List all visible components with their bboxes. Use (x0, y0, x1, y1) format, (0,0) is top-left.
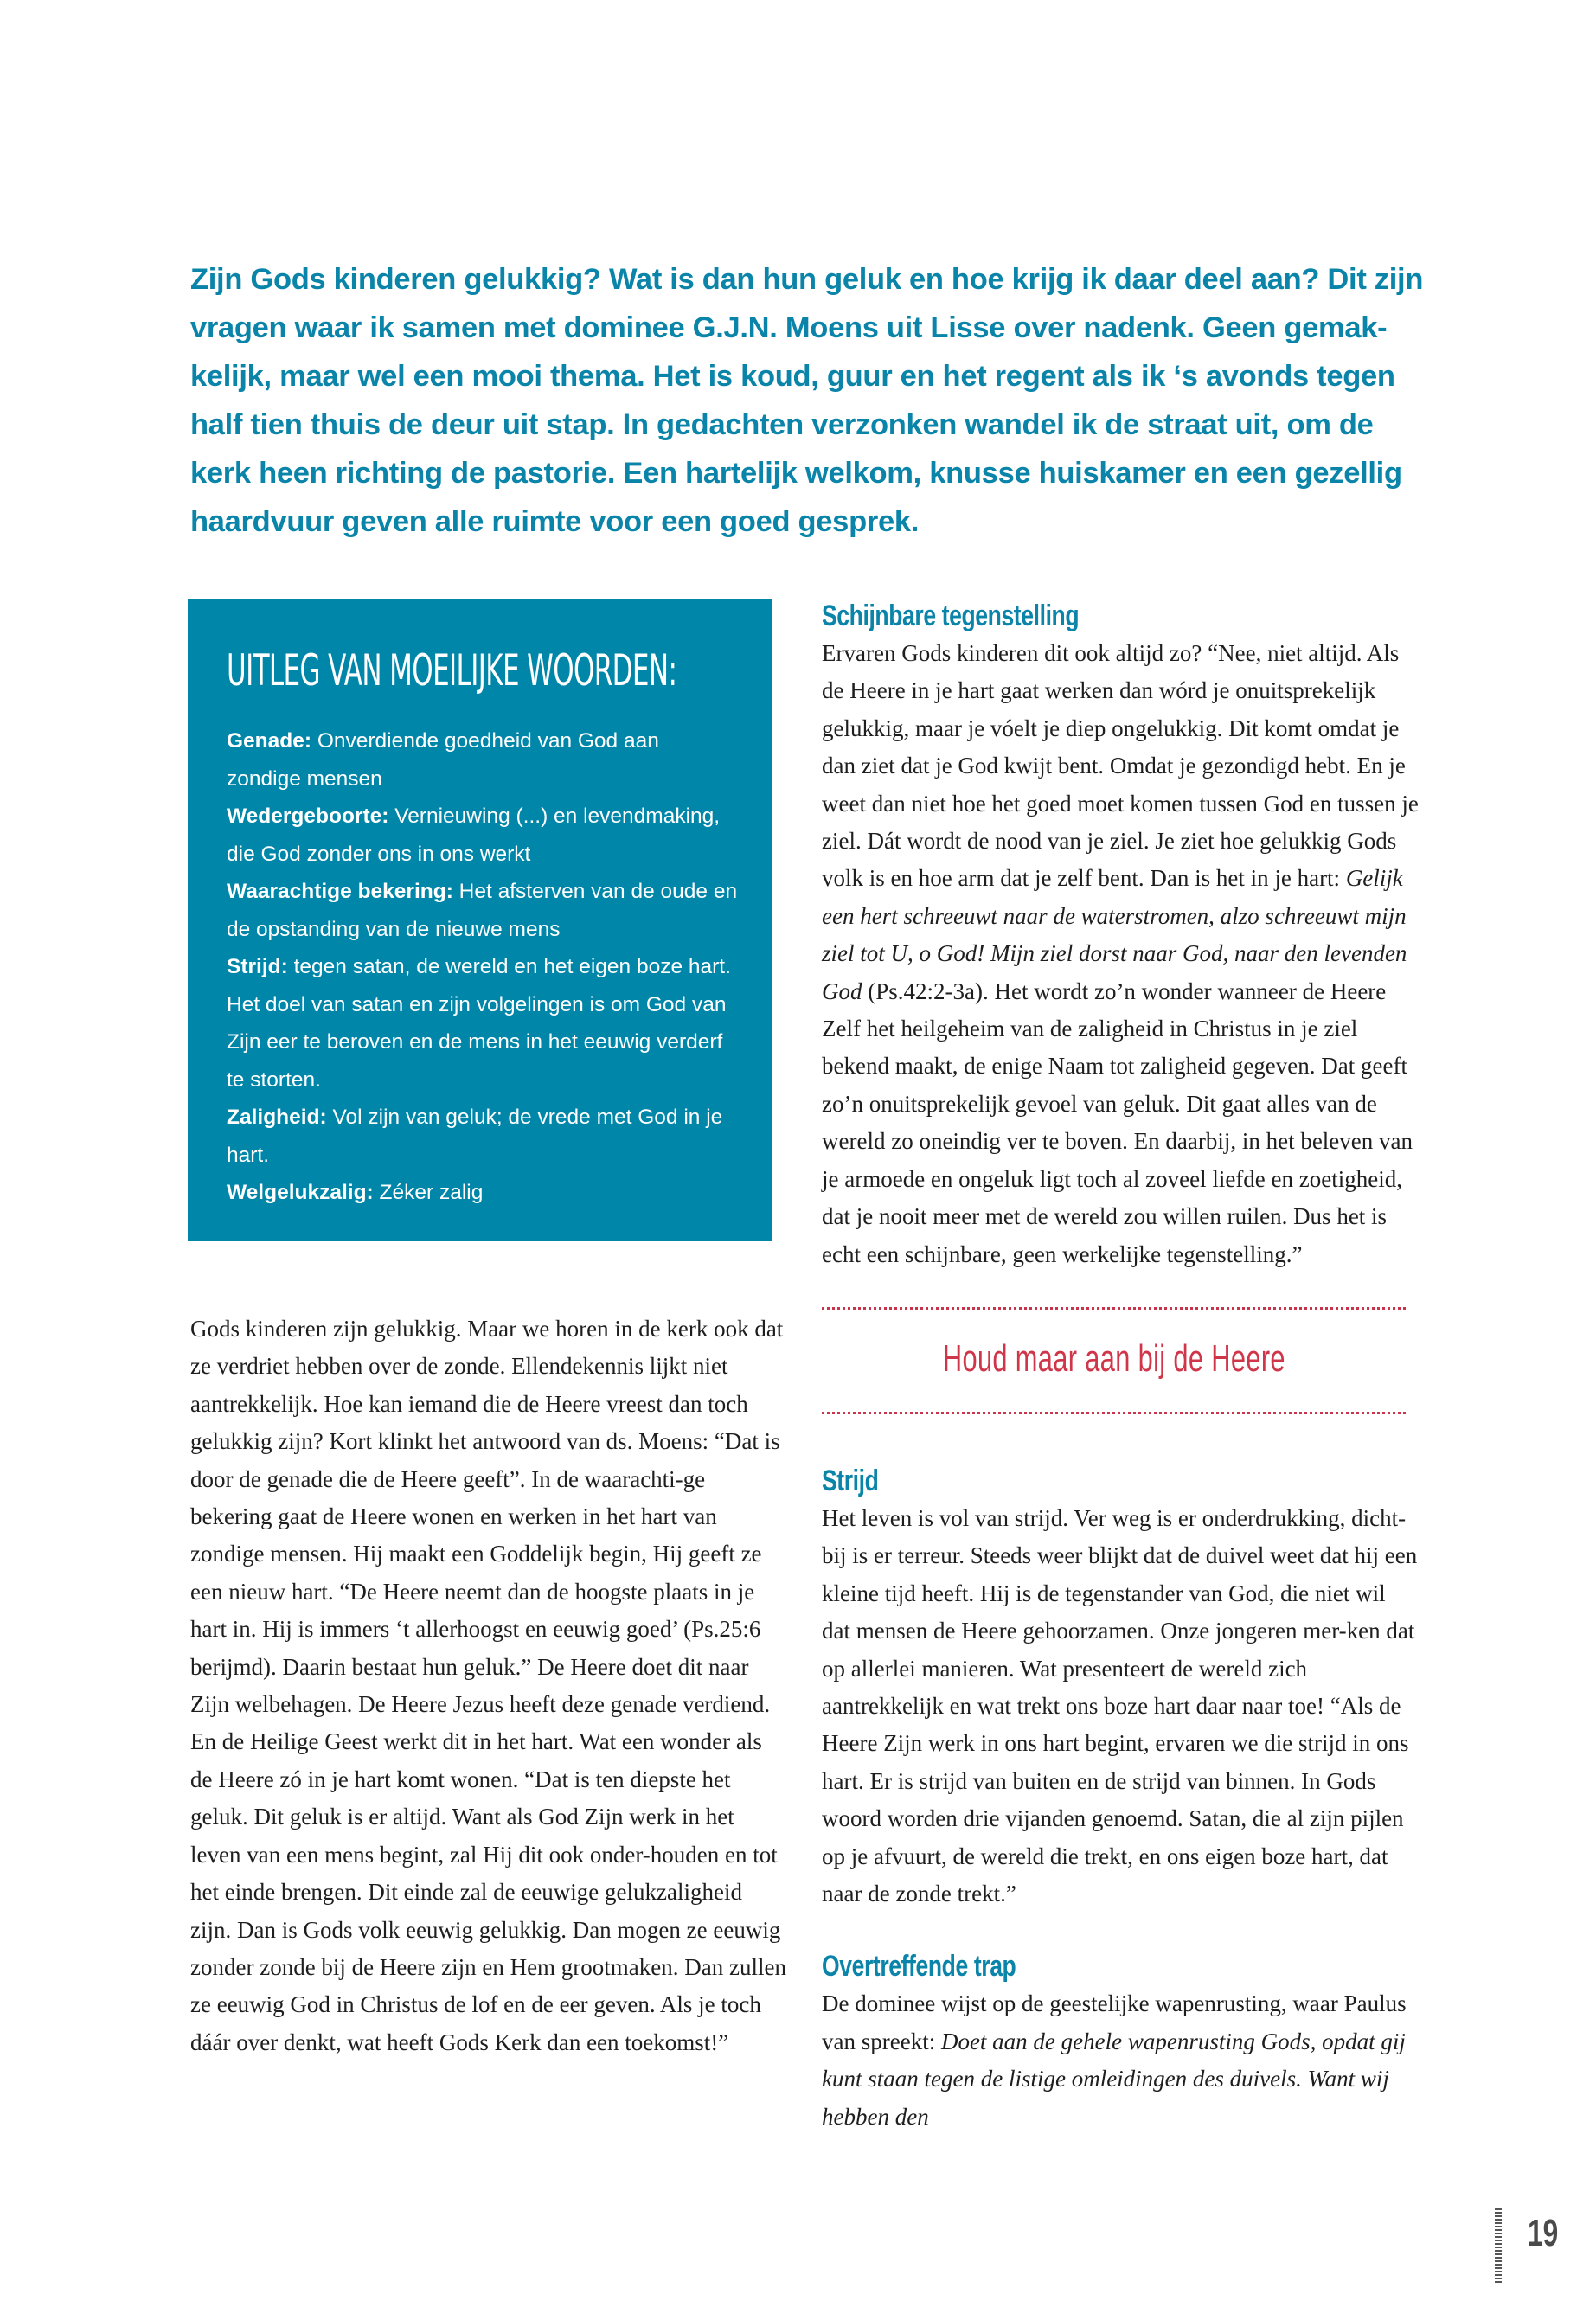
glossary-title: UITLEG VAN MOEILIJKE WOORDEN: (227, 645, 677, 695)
intro-paragraph: Zijn Gods kinderen gelukkig? Wat is dan hun geluk en hoe krijg ik daar deel aan? Dit zijn vragen waar ik samen met dominee G.J.N. Moens uit Lisse over nadenk. Geen gemak-kelijk, maar wel een mooi thema. Het is koud, guur en het regent als ik ‘s avonds tegen half tien thuis de deur uit stap. In gedachten verzonken wandel ik de straat uit, om de kerk heen richting de pastorie. Een hartelijk welkom, knusse huiskamer en een gezellig haardvuur geven alle ruimte voor een goed gesprek. (190, 263, 1424, 538)
body-paragraph (822, 1985, 1419, 2136)
pull-quote (822, 1335, 1406, 1383)
glossary-item-zaligheid (227, 1099, 738, 1174)
section-heading: Schijnbare tegenstelling (822, 599, 1080, 632)
body-text: Ervaren Gods kinderen dit ook altijd zo? “Nee, niet altijd. Als de Heere in je hart gaat werken dan wórd je onuitsprekelijk gelukkig, maar je vóelt je diep ongelukkig. Dit komt omdat je dan ziet dat je God kwijt bent. Omdat je gezondigd hebt. En je weet dan niet hoe het goed moet komen tussen God en tussen je ziel. Dát wordt de nood van je ziel. Je ziet hoe gelukkig Gods volk is en hoe arm dat je zelf bent. Dan is het in je hart: (822, 640, 1419, 892)
glossary-definition: Zéker zalig (373, 1181, 484, 1204)
glossary-term: Welgelukzalig: (227, 1181, 374, 1204)
dotted-divider-top (822, 1307, 1406, 1310)
section-heading: Overtreffende trap (822, 1950, 1016, 1984)
body-paragraph: Het leven is vol van strijd. Ver weg is er onderdrukking, dicht-bij is er terreur. Steeds weer blijkt dat de duivel weet dat hij een kleine tijd heeft. Hij is de tegenstander van God, die niet wil dat mensen de Heere gehoorzamen. Onze jongeren mer-ken dat op allerlei manieren. Wat presenteert de wereld zich aantrekkelijk en wat trekt ons boze hart daar naar toe! “Als de Heere Zijn werk in ons hart begint, ervaren we die strijd in ons hart. Er is strijd van buiten en de strijd van binnen. In Gods woord worden drie vijanden genoemd. Satan, die al zijn pijlen op je afvuurt, de wereld die trekt, en ons eigen boze hart, dat naar de zonde trekt.” (822, 1505, 1418, 1907)
right-column-lower (822, 1462, 1419, 2136)
glossary-definition: Onverdiende goedheid van God aan zondige mensen (227, 729, 659, 791)
body-paragraph (822, 635, 1419, 1273)
section-overtreffende-trap (822, 1947, 1419, 2136)
glossary-term: Strijd: (227, 955, 288, 978)
page-number: 19 (1528, 2212, 1559, 2254)
glossary-term: Wedergeboorte: (227, 804, 389, 828)
pull-quote-text: Houd maar aan bij de Heere (942, 1337, 1285, 1380)
glossary-item-welgelukzalig (227, 1174, 738, 1212)
glossary-item-strijd (227, 948, 738, 1099)
left-column (190, 1311, 787, 2061)
glossary-definition: Vol zijn van geluk; de vrede met God in je hart. (227, 1106, 723, 1167)
glossary-item-waarachtige-bekering (227, 873, 738, 948)
glossary-item-genade (227, 722, 738, 798)
body-text: (Ps.42:2-3a). Het wordt zo’n wonder wanneer de Heere Zelf het heilgeheim van de zaligheid in Christus in je ziel bekend maakt, de enige Naam tot zaligheid gegeven. Dat geeft zo’n onuitsprekelijk gevoel van geluk. Dit gaat alles van de wereld zo oneindig ver te boven. En daarbij, in het beleven van je armoede en ongeluk ligt toch al zoveel liefde en zoetigheid, dat je nooit meer met de wereld zou willen ruilen. Dus het is echt een schijnbare, geen werkelijke tegenstelling.” (822, 977, 1413, 1267)
section-strijd (822, 1462, 1419, 1913)
glossary-term: Waarachtige bekering: (227, 880, 453, 903)
body-text: De dominee wijst op de geestelijke wapenrusting, waar Paulus van spreekt: (822, 1990, 1407, 2054)
glossary-box (188, 599, 772, 1241)
scripture-quote: Doet aan de gehele wapenrusting Gods, opdat gij kunt staan tegen de listige omleidingen des duivels. Want wij hebben den (822, 2028, 1406, 2130)
body-paragraph: Gods kinderen zijn gelukkig. Maar we horen in de kerk ook dat ze verdriet hebben over de zonde. Ellendekennis lijkt niet aantrekkelijk. Hoe kan iemand die de Heere vreest dan toch gelukkig zijn? Kort klinkt het antwoord van ds. Moens: “Dat is door de genade die de Heere geeft”. In de waarachti-ge bekering gaat de Heere wonen en werken in het hart van zondige mensen. Hij maakt een Goddelijk begin, Hij geeft ze een nieuw hart. “De Heere neemt dan de hoogste plaats in je hart in. Hij is immers ‘t allerhoogst en eeuwig goed’ (Ps.25:6 berijmd). Daarin bestaat hun geluk.” De Heere doet dit naar Zijn welbehagen. De Heere Jezus heeft deze genade verdiend. En de Heilige Geest werkt dit in het hart. Wat een wonder als de Heere zó in je hart komt wonen. “Dat is ten diepste het geluk. Dit geluk is er altijd. Want als God Zijn werk in het leven van een mens begint, zal Hij dit ook onder-houden en tot het einde brengen. Dit einde zal de eeuwige gelukzaligheid zijn. Dan is Gods volk eeuwig gelukkig. Dan mogen ze eeuwig zonder zonde bij de Heere zijn en Hem grootmaken. Dan zullen ze eeuwig God in Christus de lof en de eer geven. Als je toch dáár over denkt, wat heeft Gods Kerk dan een toekomst!” (190, 1316, 786, 2055)
section-heading: Strijd (822, 1465, 879, 1497)
glossary-item-wedergeboorte (227, 798, 738, 873)
glossary-term: Zaligheid: (227, 1106, 327, 1129)
glossary-definition: Vernieuwing (...) en levendmaking, die God zonder ons in ons werkt (227, 804, 721, 866)
scripture-quote: Gelijk een hert schreeuwt naar de waterstromen, alzo schreeuwt mijn ziel tot U, o God! Mijn ziel dorst naar God, naar den levenden God (822, 865, 1407, 1004)
glossary-definition: tegen satan, de wereld en het eigen boze hart. Het doel van satan en zijn volgelingen is om God van Zijn eer te beroven en de mens in het eeuwig verderf te storten. (227, 955, 731, 1092)
right-column (822, 597, 1419, 1273)
glossary-term: Genade: (227, 729, 312, 753)
dotted-divider-bottom (822, 1412, 1406, 1414)
section-schijnbare-tegenstelling (822, 597, 1419, 1273)
glossary-definition: Het afsterven van de oude en de opstanding van de nieuwe mens (227, 880, 738, 941)
glossary-list (227, 722, 738, 1212)
page-marker-bar (1495, 2208, 1502, 2285)
